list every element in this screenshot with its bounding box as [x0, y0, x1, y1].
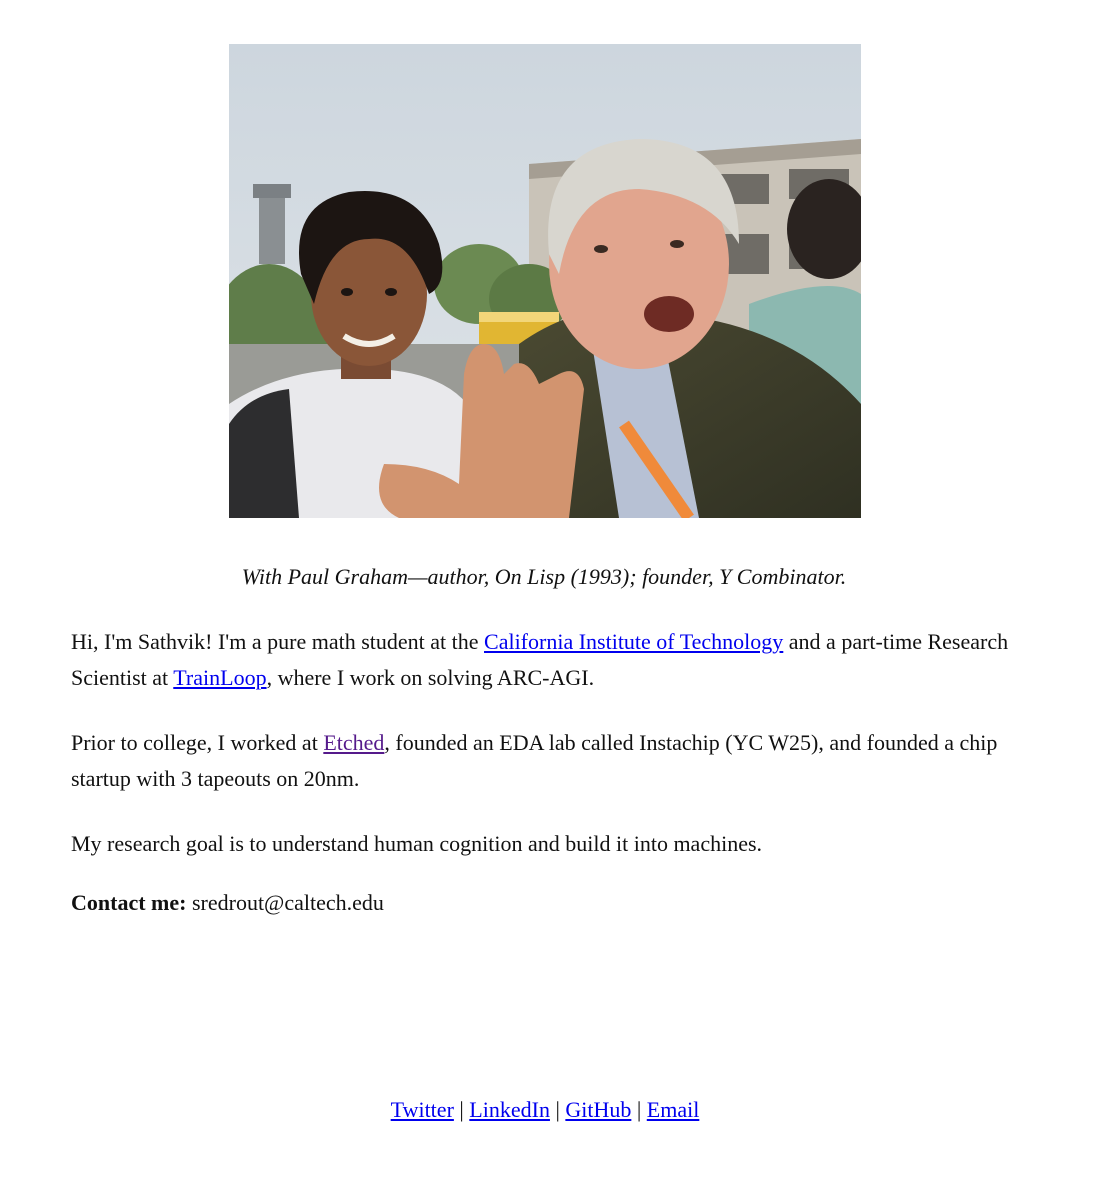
- bio-content: [71, 624, 1016, 950]
- intro-text-1: Hi, I'm Sathvik! I'm a pure math student at the: [71, 629, 485, 654]
- intro-text-2: and a part-time Research Scientist at: [71, 629, 1009, 690]
- intro-text-3: , where I work on solving ARC-AGI.: [266, 665, 595, 690]
- prior-text-1: Prior to college, I worked at: [71, 730, 324, 755]
- twitter-link[interactable]: Twitter: [390, 1097, 454, 1122]
- prior-text-2: , founded an EDA lab called Instachip (YC W25), and founded a chip startup with 3 tapeouts on 20nm.: [71, 730, 998, 791]
- email-link[interactable]: Email: [646, 1097, 700, 1122]
- footer-separator: |: [459, 1097, 464, 1122]
- research-goal-paragraph: My research goal is to understand human cognition and build it into machines.: [71, 831, 763, 856]
- footer-separator: |: [555, 1097, 560, 1122]
- footer-separator: |: [636, 1097, 642, 1122]
- etched-link[interactable]: Etched: [323, 730, 385, 755]
- photo-caption: With Paul Graham—author, On Lisp (1993); founder, Y Combinator.: [241, 564, 847, 589]
- trainloop-link[interactable]: TrainLoop: [173, 665, 267, 690]
- linkedin-link[interactable]: LinkedIn: [469, 1097, 550, 1122]
- profile-photo: [229, 44, 861, 518]
- github-link[interactable]: GitHub: [565, 1097, 632, 1122]
- intro-paragraph: [71, 624, 1016, 696]
- caltech-link[interactable]: California Institute of Technology: [484, 629, 784, 654]
- contact-label: Contact me:: [71, 890, 187, 915]
- prior-paragraph: [71, 725, 1016, 797]
- contact-line: [71, 885, 1016, 921]
- footer-links: [0, 1094, 1090, 1126]
- contact-email: sredrout@caltech.edu: [186, 890, 384, 915]
